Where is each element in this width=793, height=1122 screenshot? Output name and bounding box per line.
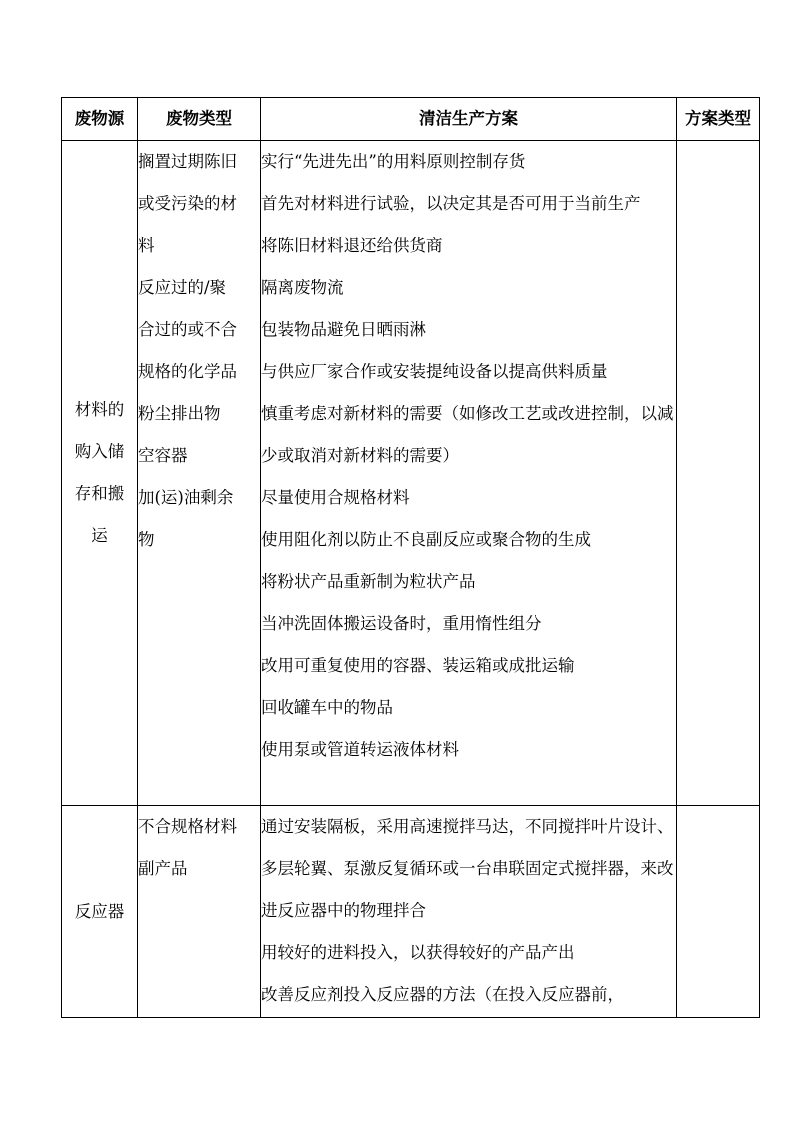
- waste-type-line: 不合规格材料: [138, 817, 237, 836]
- waste-type-line: 加(运)油剩余: [138, 488, 234, 507]
- waste-source-line: 材料的: [74, 400, 125, 419]
- plan-type-cell: [677, 141, 760, 806]
- plan-item: 首先对材料进行试验，以决定其是否可用于当前生产: [261, 194, 641, 213]
- header-clean-production-plan: 清洁生产方案: [261, 98, 677, 141]
- plan-item: 将陈旧材料退还给供货商: [261, 236, 443, 255]
- waste-type-line: 或受污染的材: [138, 194, 237, 213]
- waste-type-line: 料: [138, 236, 155, 255]
- plan-item: 实行“先进先出”的用料原则控制存货: [261, 152, 526, 171]
- plan-item: 改善反应剂投入反应器的方法（在投入反应器前，: [261, 985, 624, 1004]
- plan-item: 通过安装隔板，采用高速搅拌马达，不同搅拌叶片设计、多层轮翼、泵激反复循环或一台串联固定式搅拌器，来改进反应器中的物理拌合: [261, 817, 674, 920]
- plan-cell: [261, 141, 677, 806]
- header-waste-type: 废物类型: [138, 98, 261, 141]
- plan-item: 改用可重复使用的容器、装运箱或成批运输: [261, 656, 575, 675]
- plan-item: 包装物品避免日晒雨淋: [261, 320, 426, 339]
- plan-item: 用较好的进料投入，以获得较好的产品产出: [261, 943, 575, 962]
- waste-type-line: 规格的化学品: [138, 362, 237, 381]
- plan-type-cell: [677, 806, 760, 1018]
- waste-type-cell: [138, 141, 261, 806]
- waste-source-line: 运: [91, 526, 108, 545]
- plan-item: 与供应厂家合作或安装提纯设备以提高供料质量: [261, 362, 608, 381]
- plan-cell: [261, 806, 677, 1018]
- cleaner-production-table: [61, 97, 760, 1018]
- waste-source-line: 反应器: [74, 901, 125, 921]
- waste-type-line: 搁置过期陈旧: [138, 152, 237, 171]
- header-waste-source: 废物源: [62, 98, 138, 141]
- waste-type-line: 合过的或不合: [138, 320, 237, 339]
- waste-type-line: 物: [138, 530, 155, 549]
- plan-item: 隔离废物流: [261, 278, 344, 297]
- header-plan-type: 方案类型: [677, 98, 760, 141]
- waste-type-line: 反应过的/聚: [138, 278, 227, 297]
- waste-source-cell: [62, 806, 138, 1018]
- plan-item: 将粉状产品重新制为粒状产品: [261, 572, 476, 591]
- waste-type-line: 副产品: [138, 859, 188, 878]
- waste-source-line: 存和搬: [74, 484, 125, 503]
- plan-item: 当冲洗固体搬运设备时，重用惰性组分: [261, 614, 542, 633]
- table-row: [62, 806, 760, 1018]
- plan-item: 回收罐车中的物品: [261, 698, 393, 717]
- waste-type-line: 粉尘排出物: [138, 404, 221, 423]
- table-header-row: [62, 98, 760, 141]
- plan-item: 慎重考虑对新材料的需要（如修改工艺或改进控制，以减少或取消对新材料的需要）: [261, 404, 674, 465]
- waste-type-line: 空容器: [138, 446, 188, 465]
- waste-source-line: 购入储: [74, 442, 125, 461]
- plan-item: 使用泵或管道转运液体材料: [261, 740, 459, 759]
- waste-source-cell: [62, 141, 138, 806]
- plan-item: 尽量使用合规格材料: [261, 488, 410, 507]
- waste-type-cell: [138, 806, 261, 1018]
- plan-item: 使用阻化剂以防止不良副反应或聚合物的生成: [261, 530, 591, 549]
- table-row: [62, 141, 760, 806]
